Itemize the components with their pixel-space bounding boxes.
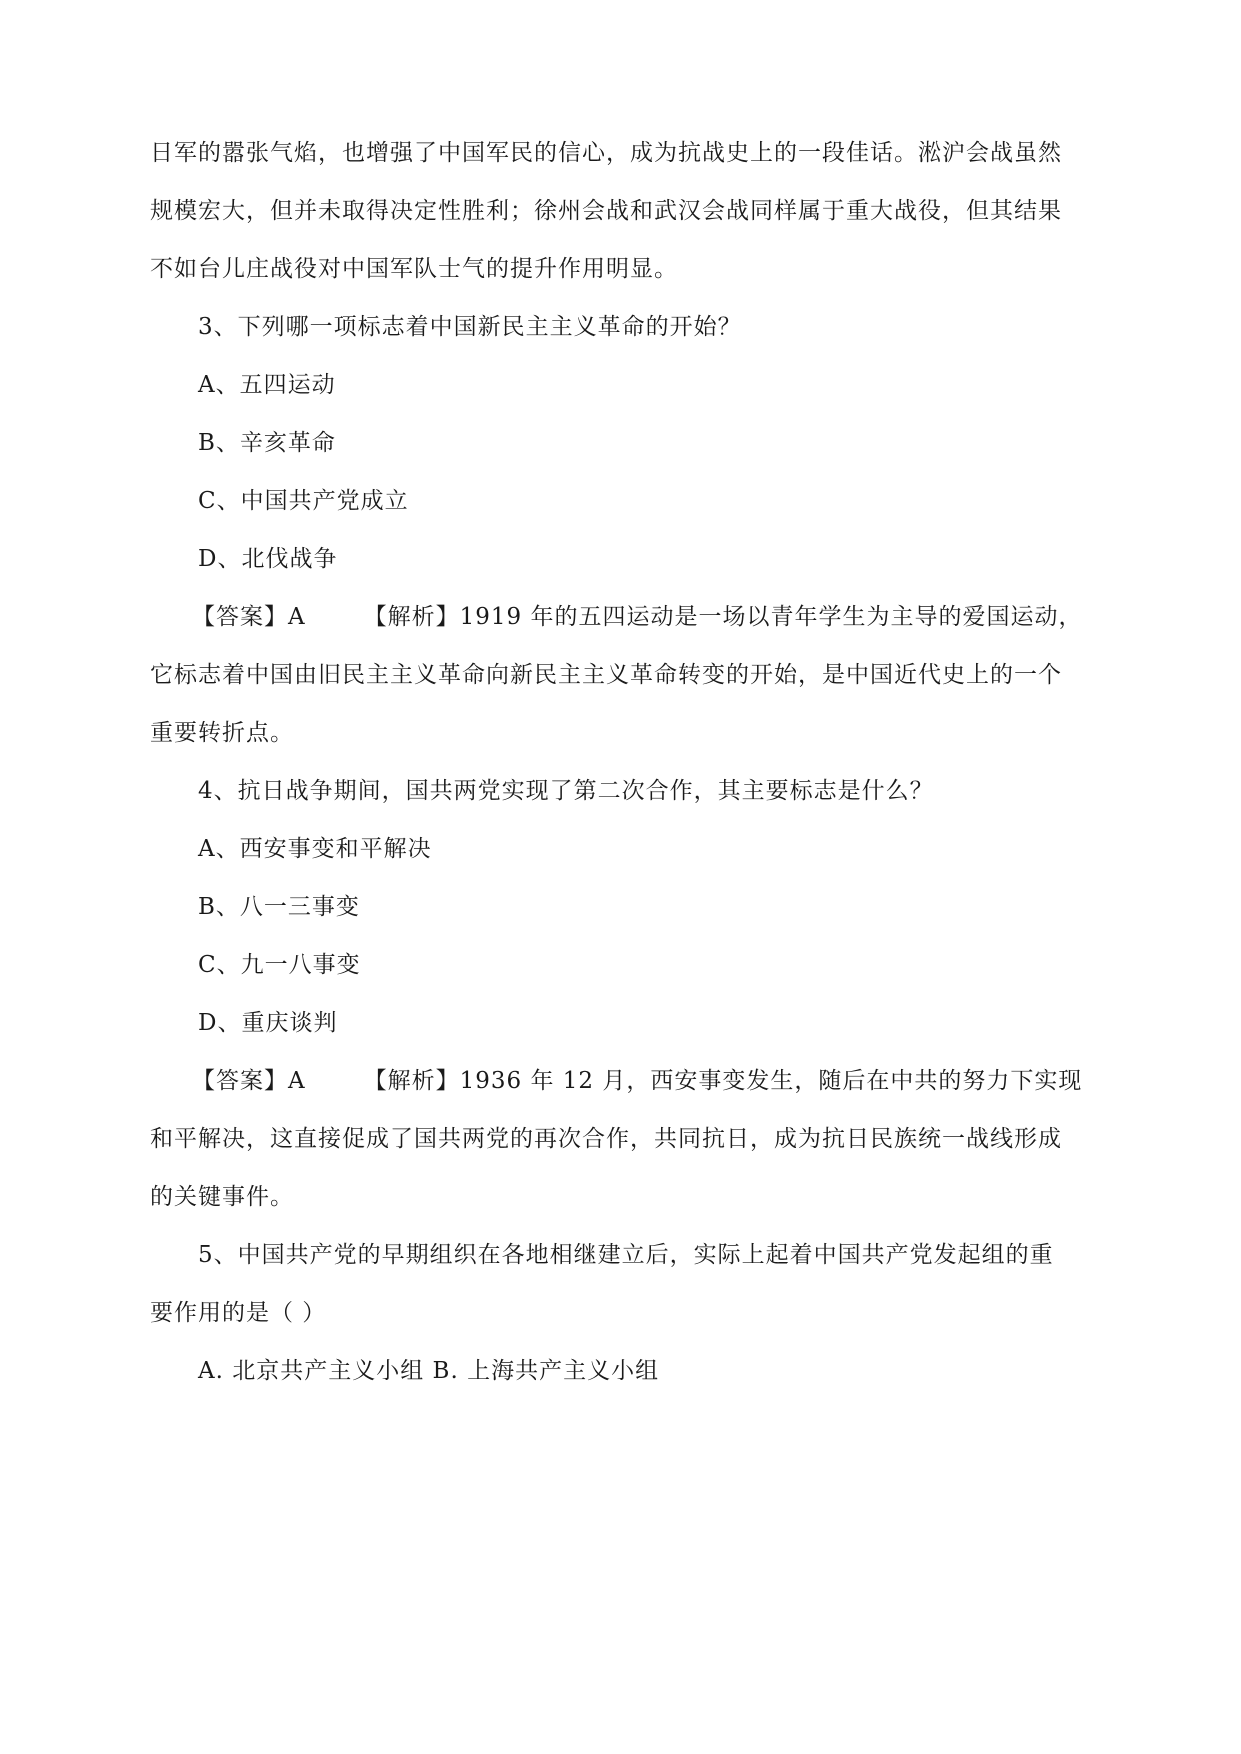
question-5-continued: 要作用的是（ ） (150, 1300, 327, 1326)
q5-options: A. 北京共产主义小组 B. 上海共产主义小组 (198, 1358, 660, 1384)
q3-analysis: 【解析】1919 年的五四运动是一场以青年学生为主导的爱国运动， (363, 604, 1083, 630)
q4-analysis: 【解析】1936 年 12 月，西安事变发生，随后在中共的努力下实现 (363, 1068, 1083, 1094)
paragraph-line: 日军的嚣张气焰，也增强了中国军民的信心，成为抗战史上的一段佳话。淞沪会战虽然 (150, 140, 1062, 166)
q3-option-a: A、五四运动 (198, 372, 336, 398)
q3-option-d: D、北伐战争 (198, 546, 338, 572)
question-5: 5、中国共产党的早期组织在各地相继建立后，实际上起着中国共产党发起组的重 (198, 1242, 1054, 1268)
question-4: 4、抗日战争期间，国共两党实现了第二次合作，其主要标志是什么？ (198, 778, 934, 804)
q4-option-b: B、八一三事变 (198, 894, 360, 920)
question-3: 3、下列哪一项标志着中国新民主主义革命的开始？ (198, 314, 742, 340)
q3-option-b: B、辛亥革命 (198, 430, 336, 456)
q3-analysis-line: 重要转折点。 (150, 720, 294, 746)
q3-analysis-line: 它标志着中国由旧民主主义革命向新民主主义革命转变的开始，是中国近代史上的一个 (150, 662, 1062, 688)
q4-analysis-line: 和平解决，这直接促成了国共两党的再次合作，共同抗日，成为抗日民族统一战线形成 (150, 1126, 1062, 1152)
q4-option-d: D、重庆谈判 (198, 1010, 338, 1036)
paragraph-line: 规模宏大，但并未取得决定性胜利；徐州会战和武汉会战同样属于重大战役，但其结果 (150, 198, 1062, 224)
q3-answer: 【答案】A (192, 604, 306, 630)
q4-option-c: C、九一八事变 (198, 952, 361, 978)
paragraph-line: 不如台儿庄战役对中国军队士气的提升作用明显。 (150, 256, 678, 282)
q3-option-c: C、中国共产党成立 (198, 488, 409, 514)
q4-analysis-line: 的关键事件。 (150, 1184, 294, 1210)
q4-answer: 【答案】A (192, 1068, 306, 1094)
q4-option-a: A、西安事变和平解决 (198, 836, 432, 862)
q3-answer-row (192, 602, 1082, 632)
q4-answer-row (192, 1066, 1082, 1096)
